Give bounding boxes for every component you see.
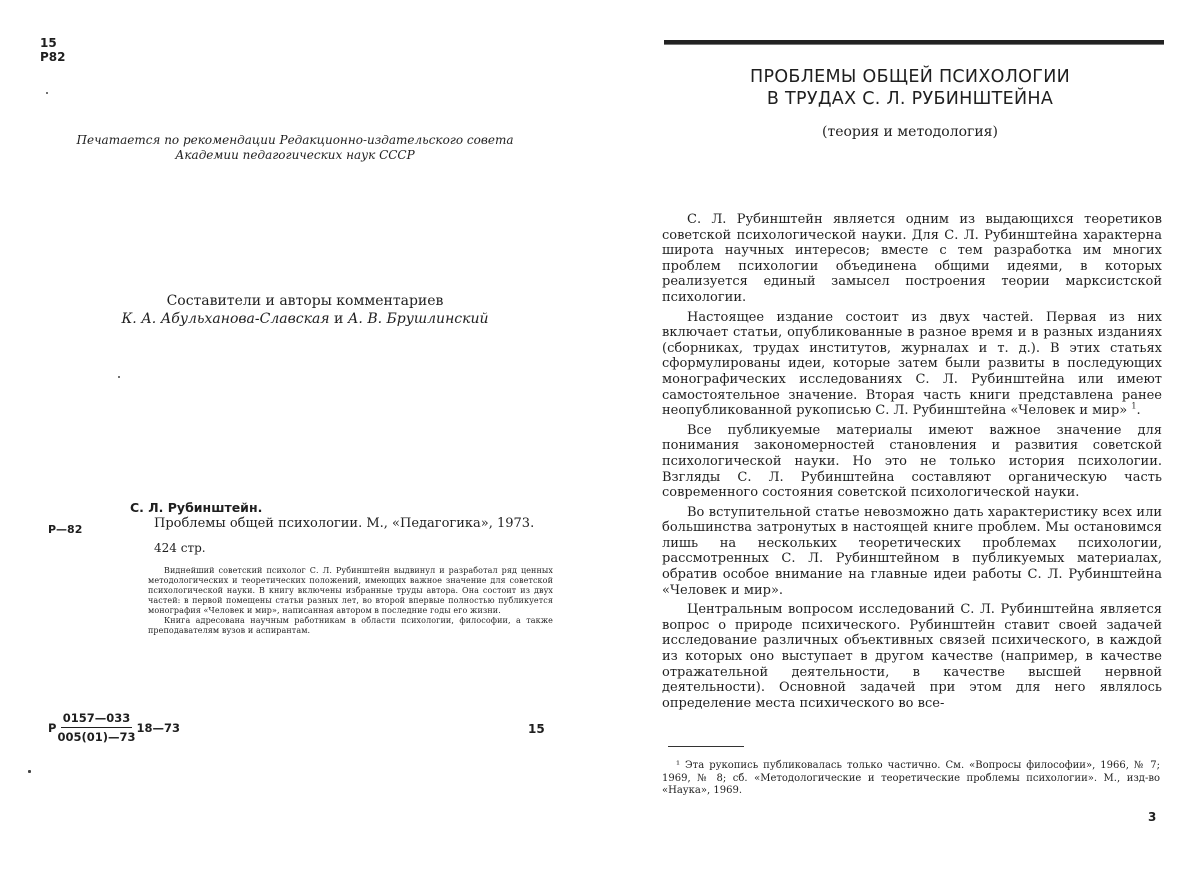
- body-paragraph-4: Во вступительной статье невозможно дать характеристику всех или большинства затронутых в настоящей книге проблем. Мы остановимся лишь на нескольких теоретических проблемах психологии, рассмотренных С. Л. Рубинштейном в публикуемых материалах, обратив особое внимание на главные идеи работы С. Л. Рубинштейна «Человек и мир».: [662, 504, 1162, 598]
- left-page-number: 15: [528, 722, 545, 736]
- card-bibliography: Проблемы общей психологии. М., «Педагогика», 1973.: [154, 516, 535, 531]
- udc-code: Р82: [40, 50, 66, 64]
- header-rule: [664, 40, 1164, 45]
- body-paragraph-1: С. Л. Рубинштейн является одним из выдающихся теоретиков советской психологической науки. Для С. Л. Рубинштейна характерна широта научных интересов; вместе с тем разработка им многих проблем психологии объединена общими идеями, в которых реализуется единый замысел построения теории марксистской психологии.: [662, 212, 1162, 305]
- body-paragraph-2-text: Настоящее издание состоит из двух частей. Первая из них включает статьи, опубликованные в разное время и в разных изданиях (сборниках, трудах институтов, журналах и т. д.). В этих статьях сформулированы идеи, которые затем были развиты в последующих монографических исследованиях С. Л. Рубинштейна или имеют самостоятельное значение. Вторая часть книги представлена ранее неопубликованной рукописью С. Л. Рубинштейна «Человек и мир»: [662, 309, 1162, 419]
- compilers-conjunction: и: [329, 311, 348, 327]
- council-line-2: Академии педагогических наук СССР: [175, 148, 415, 162]
- compiler-name-1: К. А. Абульханова-Славская: [121, 311, 330, 327]
- footnote-text: ¹ Эта рукопись публиковалась только частично. См. «Вопросы философии», 1966, № 7; 1969, № 8; сб. «Методологические и теоретические проблемы психологии». М., изд-во «Наука», 1969.: [662, 760, 1160, 796]
- udc-index: [40, 36, 66, 64]
- scan-speck: [46, 92, 48, 94]
- body-paragraph-5: Центральным вопросом исследований С. Л. Рубинштейна является вопрос о природе психического. Рубинштейн ставит своей задачей исследование различных объективных связей психического, в каждой из которых оно выступает в другом качестве (например, в качестве отражательной деятельности, в качестве высшей нервной деятельности). Основной задачей при этом для него являлось определение места психического во все-: [662, 602, 1162, 711]
- publication-code-prefix: Р: [48, 720, 57, 735]
- publication-code-suffix: 18—73: [136, 720, 180, 735]
- body-text: [662, 212, 1162, 715]
- compiler-name-2: А. В. Брушлинский: [347, 311, 489, 327]
- right-page: [600, 0, 1200, 877]
- footnote: [662, 760, 1160, 798]
- footnote-rule: [668, 746, 744, 747]
- card-page-count: 424 стр.: [154, 541, 206, 555]
- publication-code: [48, 711, 180, 744]
- catalog-card: [130, 500, 553, 636]
- annotation-paragraph-1: Виднейший советский психолог С. Л. Рубинштейн выдвинул и разработал ряд ценных методологических и теоретических положений, имеющих важное значение для советской психологической науки. В книгу включены избранные труды автора. Она состоит из двух частей: в первой помещены статьи разных лет, во второй впервые полностью публикуется монография «Человек и мир», написанная автором в последние годы его жизни.: [148, 566, 553, 615]
- card-annotation: [148, 566, 553, 636]
- catalog-code: Р—82: [48, 523, 83, 536]
- chapter-subtitle: (теория и методология): [822, 124, 998, 140]
- compilers-block: [60, 292, 550, 328]
- scan-speck: [118, 376, 120, 378]
- scan-speck: [28, 770, 31, 773]
- compilers-label: Составители и авторы комментариев: [166, 293, 444, 309]
- body-paragraph-3: Все публикуемые материалы имеют важное значение для понимания закономерностей становления и развития советской психологической науки. Но это не только история психологии. Взгляды С. Л. Рубинштейна составляют органическую часть современного состояния советской психологической науки.: [662, 422, 1162, 501]
- right-page-number: 3: [1148, 810, 1157, 824]
- chapter-title-line-2: В ТРУДАХ С. Л. РУБИНШТЕЙНА: [766, 89, 1054, 109]
- compilers-names: [60, 310, 550, 328]
- chapter-title: [660, 66, 1160, 110]
- card-author: С. Л. Рубинштейн.: [130, 500, 263, 515]
- publication-code-numerator: 0157—033: [61, 711, 133, 728]
- footnote-reference[interactable]: 1: [1131, 401, 1137, 411]
- council-recommendation: [40, 133, 550, 163]
- chapter-title-line-1: ПРОБЛЕМЫ ОБЩЕЙ ПСИХОЛОГИИ: [750, 67, 1070, 87]
- council-line-1: Печатается по рекомендации Редакционно-издательского совета: [76, 133, 514, 147]
- body-paragraph-2-tail: .: [1136, 403, 1141, 419]
- body-paragraph-2: [662, 310, 1162, 419]
- publication-code-denominator: 005(01)—73: [57, 730, 136, 744]
- annotation-paragraph-2: Книга адресована научным работникам в области психологии, философии, а также преподавателям вузов и аспирантам.: [148, 616, 553, 635]
- publication-code-fraction: [57, 711, 135, 744]
- udc-number: 15: [40, 36, 57, 50]
